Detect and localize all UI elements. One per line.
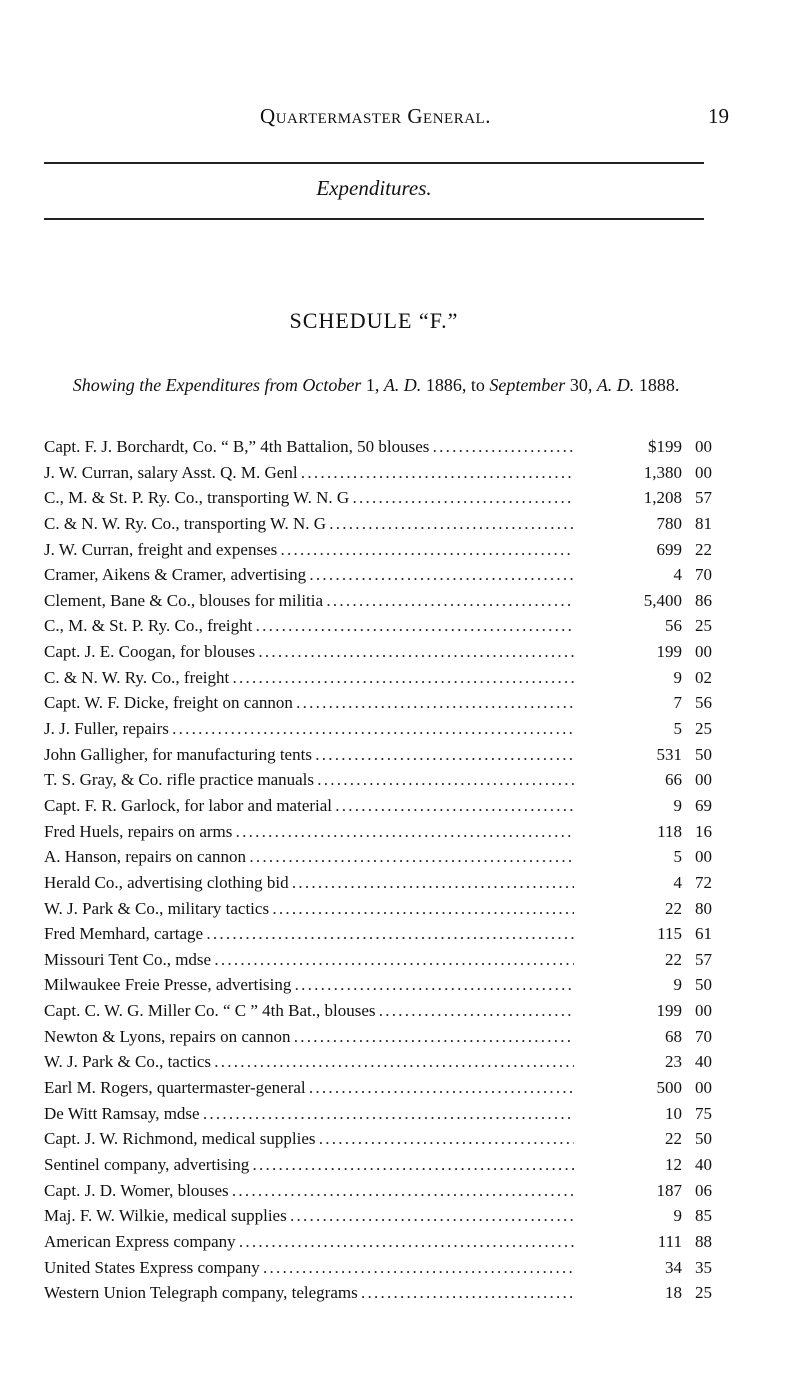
amount-cents: 22 <box>695 539 712 559</box>
amount-cents: 81 <box>695 513 712 533</box>
expenditure-row <box>44 514 712 540</box>
expenditure-row <box>44 770 712 796</box>
amount-dollars: 699 <box>656 539 682 559</box>
subtitle-part: 1, <box>365 375 380 395</box>
amount-cents: 00 <box>695 1001 712 1021</box>
amount-cents: 02 <box>695 667 712 687</box>
amount-dollars: $199 <box>648 437 682 456</box>
amount-cents: 86 <box>695 590 712 610</box>
amount-cents: 00 <box>695 847 712 867</box>
expenditure-row <box>44 822 712 848</box>
expenditure-row <box>44 924 712 950</box>
amount-dollars: 118 <box>657 821 682 841</box>
payee-description: American Express company . . . <box>44 1232 574 1252</box>
amount-cents: 00 <box>695 437 712 456</box>
amount-dollars: 68 <box>665 1026 682 1046</box>
amount-dollars: 9 <box>673 1206 682 1226</box>
expenditure-row <box>44 1232 712 1258</box>
amount-cents: 57 <box>695 949 712 969</box>
subtitle-part: Showing the Expenditures from October <box>72 375 362 395</box>
amount-cents: 00 <box>695 770 712 790</box>
payee-description: W. J. Park & Co., military tactics . . . <box>44 899 574 919</box>
expenditure-row <box>44 796 712 822</box>
payee-description: Western Union Telegraph company, telegrams . . . <box>44 1283 574 1303</box>
expenditure-row <box>44 693 712 719</box>
payee-description: Herald Co., advertising clothing bid . . . <box>44 873 574 893</box>
expenditure-row <box>44 719 712 745</box>
amount-cents: 75 <box>695 1103 712 1123</box>
amount-cents: 25 <box>695 1283 712 1303</box>
amount-cents: 85 <box>695 1206 712 1226</box>
amount-cents: 00 <box>695 1078 712 1098</box>
amount-dollars: 199 <box>656 642 682 662</box>
expenditure-row <box>44 668 712 694</box>
payee-description: C. & N. W. Ry. Co., freight . . . <box>44 668 574 688</box>
expenditure-row <box>44 745 712 771</box>
schedule-title: SCHEDULE “F.” <box>289 308 459 333</box>
amount-dollars: 5 <box>673 719 682 739</box>
amount-dollars: 9 <box>673 667 682 687</box>
amount-cents: 72 <box>695 872 712 892</box>
expenditure-row <box>44 1001 712 1027</box>
payee-description: Newton & Lyons, repairs on cannon . . . <box>44 1027 574 1047</box>
expenditure-row <box>44 463 712 489</box>
amount-dollars: 22 <box>665 1129 682 1149</box>
amount-dollars: 780 <box>656 513 682 533</box>
amount-cents: 25 <box>695 616 712 636</box>
amount-dollars: 34 <box>665 1257 682 1277</box>
amount-cents: 61 <box>695 924 712 944</box>
expenditure-list <box>44 437 712 1309</box>
amount-cents: 06 <box>695 1180 712 1200</box>
expenditure-row <box>44 1027 712 1053</box>
expenditure-row <box>44 1206 712 1232</box>
payee-description: Cramer, Aikens & Cramer, advertising . . . <box>44 565 574 585</box>
amount-dollars: 4 <box>673 565 682 585</box>
amount-cents: 88 <box>695 1231 712 1251</box>
running-head <box>44 104 729 134</box>
amount-cents: 00 <box>695 462 712 482</box>
payee-description: Capt. J. E. Coogan, for blouses . . . <box>44 642 574 662</box>
top-rule <box>44 162 704 164</box>
expenditure-row <box>44 1258 712 1284</box>
amount-cents: 16 <box>695 821 712 841</box>
payee-description: A. Hanson, repairs on cannon . . . <box>44 847 574 867</box>
amount-dollars: 18 <box>665 1283 682 1303</box>
amount-dollars: 187 <box>656 1180 682 1200</box>
payee-description: Fred Memhard, cartage . . . <box>44 924 574 944</box>
amount-dollars: 22 <box>665 898 682 918</box>
payee-description: W. J. Park & Co., tactics . . . <box>44 1052 574 1072</box>
expenditure-row <box>44 1104 712 1130</box>
amount-dollars: 56 <box>665 616 682 636</box>
section-title: Expenditures. <box>316 176 432 200</box>
expenditure-row <box>44 488 712 514</box>
payee-description: Sentinel company, advertising . . . <box>44 1155 574 1175</box>
amount-cents: 50 <box>695 1129 712 1149</box>
payee-description: T. S. Gray, & Co. rifle practice manuals . . . <box>44 770 574 790</box>
amount-dollars: 500 <box>656 1078 682 1098</box>
expenditure-row <box>44 591 712 617</box>
payee-description: J. J. Fuller, repairs . . . <box>44 719 574 739</box>
amount-dollars: 7 <box>673 693 682 713</box>
amount-cents: 57 <box>695 488 712 508</box>
subtitle-part: 1886, to <box>425 375 485 395</box>
payee-description: Milwaukee Freie Presse, advertising . . . <box>44 975 574 995</box>
expenditure-row <box>44 873 712 899</box>
payee-description: Missouri Tent Co., mdse . . . <box>44 950 574 970</box>
expenditure-row <box>44 437 712 463</box>
running-title: Quartermaster General. <box>260 104 491 128</box>
amount-cents: 40 <box>695 1052 712 1072</box>
amount-dollars: 9 <box>673 975 682 995</box>
amount-cents: 80 <box>695 898 712 918</box>
subtitle-part: 1888. <box>638 375 680 395</box>
expenditure-row <box>44 565 712 591</box>
amount-dollars: 4 <box>673 872 682 892</box>
payee-description: Capt. J. W. Richmond, medical supplies . . . <box>44 1129 574 1149</box>
amount-dollars: 111 <box>657 1231 682 1251</box>
payee-description: C., M. & St. P. Ry. Co., freight . . . <box>44 616 574 636</box>
expenditure-row <box>44 642 712 668</box>
payee-description: Earl M. Rogers, quartermaster-general . . . <box>44 1078 574 1098</box>
expenditure-row <box>44 616 712 642</box>
payee-description: Fred Huels, repairs on arms . . . <box>44 822 574 842</box>
schedule-subtitle <box>44 373 708 398</box>
amount-cents: 50 <box>695 744 712 764</box>
payee-description: John Galligher, for manufacturing tents . . . <box>44 745 574 765</box>
amount-cents: 40 <box>695 1154 712 1174</box>
bottom-rule <box>44 218 704 220</box>
payee-description: Capt. J. D. Womer, blouses . . . <box>44 1181 574 1201</box>
amount-dollars: 115 <box>657 924 682 944</box>
expenditure-row <box>44 950 712 976</box>
amount-dollars: 1,208 <box>643 488 682 508</box>
payee-description: De Witt Ramsay, mdse . . . <box>44 1104 574 1124</box>
payee-description: J. W. Curran, freight and expenses . . . <box>44 540 574 560</box>
payee-description: Capt. F. R. Garlock, for labor and material . . . <box>44 796 574 816</box>
amount-dollars: 66 <box>665 770 682 790</box>
expenditure-row <box>44 1155 712 1181</box>
expenditure-row <box>44 847 712 873</box>
amount-cents: 69 <box>695 795 712 815</box>
amount-dollars: 5 <box>673 847 682 867</box>
subtitle-part: 30, <box>569 375 593 395</box>
amount-dollars: 5,400 <box>643 590 682 610</box>
expenditure-row <box>44 975 712 1001</box>
amount-cents: 56 <box>695 693 712 713</box>
payee-description: C., M. & St. P. Ry. Co., transporting W. N. G . . . <box>44 488 574 508</box>
payee-description: Capt. F. J. Borchardt, Co. “ B,” 4th Battalion, 50 blouses . . . <box>44 437 574 457</box>
amount-dollars: 12 <box>665 1154 682 1174</box>
amount-cents: 50 <box>695 975 712 995</box>
amount-dollars: 199 <box>656 1001 682 1021</box>
expenditure-row <box>44 1283 712 1309</box>
payee-description: United States Express company . . . <box>44 1258 574 1278</box>
subtitle-part: September <box>489 375 566 395</box>
expenditure-row <box>44 1078 712 1104</box>
payee-description: J. W. Curran, salary Asst. Q. M. Genl . . . <box>44 463 574 483</box>
expenditure-row <box>44 899 712 925</box>
expenditure-row <box>44 1052 712 1078</box>
expenditure-row <box>44 1181 712 1207</box>
payee-description: Maj. F. W. Wilkie, medical supplies . . . <box>44 1206 574 1226</box>
payee-description: Capt. C. W. G. Miller Co. “ C ” 4th Bat., blouses . . . <box>44 1001 574 1021</box>
amount-dollars: 1,380 <box>643 462 682 482</box>
amount-dollars: 10 <box>665 1103 682 1123</box>
subtitle-part: A. D. <box>596 375 635 395</box>
amount-dollars: 23 <box>665 1052 682 1072</box>
amount-dollars: 9 <box>673 795 682 815</box>
amount-cents: 25 <box>695 719 712 739</box>
subtitle-part: A. D. <box>383 375 422 395</box>
expenditure-row <box>44 540 712 566</box>
amount-cents: 70 <box>695 565 712 585</box>
payee-description: C. & N. W. Ry. Co., transporting W. N. G . . . <box>44 514 574 534</box>
payee-description: Capt. W. F. Dicke, freight on cannon . . . <box>44 693 574 713</box>
page-number: 19 <box>708 104 729 128</box>
payee-description: Clement, Bane & Co., blouses for militia . . . <box>44 591 574 611</box>
amount-cents: 70 <box>695 1026 712 1046</box>
amount-dollars: 531 <box>656 744 682 764</box>
amount-cents: 00 <box>695 642 712 662</box>
expenditure-row <box>44 1129 712 1155</box>
amount-dollars: 22 <box>665 949 682 969</box>
amount-cents: 35 <box>695 1257 712 1277</box>
